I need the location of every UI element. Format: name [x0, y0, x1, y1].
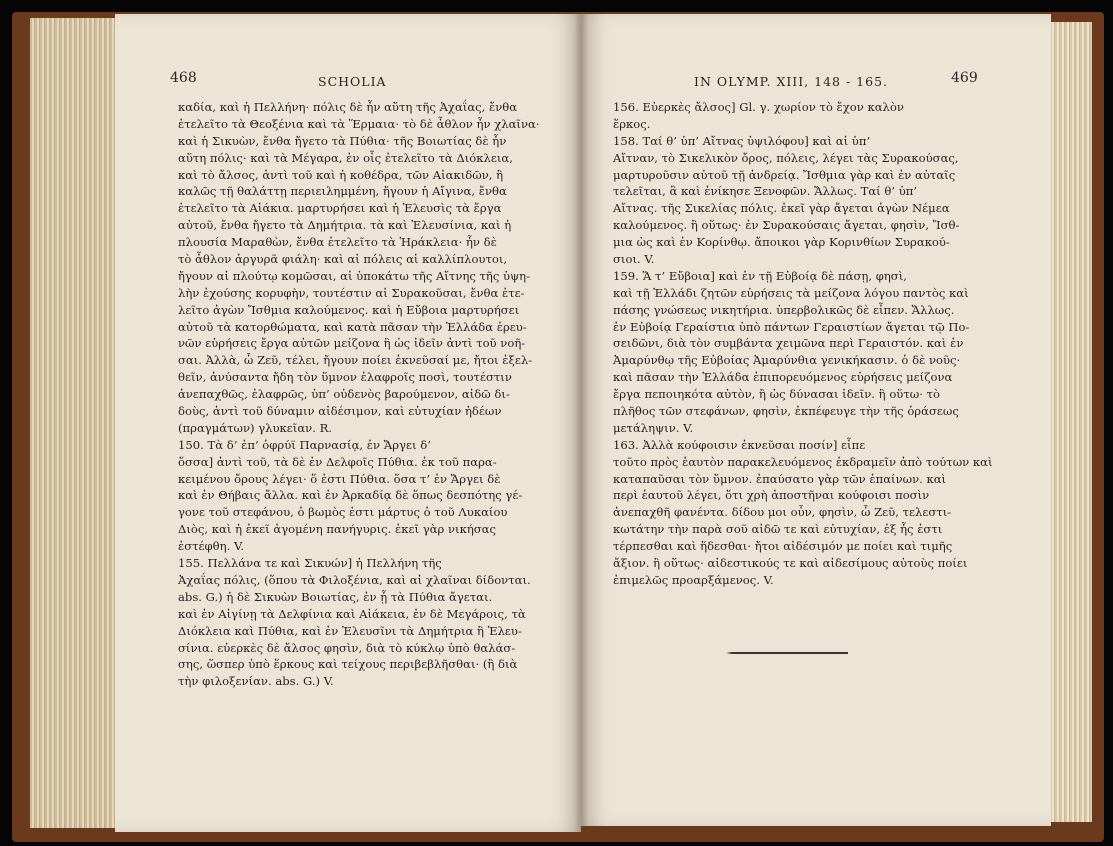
text-line: καὶ ἐν Θήβαις ἄλλα. καὶ ἐν Ἀρκαδίᾳ δὲ ὅπως δεσπότης γέ-	[178, 488, 523, 503]
text-line: 158. Ταί θ’ ὑπ’ Αἴτνας ὑψιλόφου] καὶ αἱ ὑπ’	[613, 133, 871, 148]
text-line: σιοι. V.	[613, 252, 655, 267]
text-line: Ἀχαΐας πόλις, (ὅπου τὰ Φιλοξένια, καὶ αἱ χλαῖναι δίδονται.	[178, 572, 531, 587]
text-line: ἤγουν αἱ πλούτῳ κομῶσαι, αἱ ὑποκάτω τῆς Αἴτνης τῆς ὑψη-	[178, 268, 531, 283]
text-line: καὶ ἐν Αἰγίνῃ τὰ Δελφίνια καὶ Αἰάκεια, ἐν δὲ Μεγάροις, τὰ	[178, 606, 526, 621]
text-line: Διὸς, καὶ ἡ ἐκεῖ ἀγομένη πανήγυρις. ἐκεῖ γὰρ νικήσας	[178, 522, 496, 537]
text-line: (πραγμάτων) γλυκεῖαν. R.	[178, 420, 332, 435]
text-line: τέρπεσθαι καὶ ἥδεσθαι· ἤτοι αἰδέσιμόν με ποίει καὶ τιμῆς	[613, 539, 953, 554]
text-line: λεῖτο ἀγὼν Ἴσθμια καλούμενος. καὶ ἡ Εὔβοια μαρτυρήσει	[178, 302, 520, 317]
text-line: τελεῖται, ἃ καὶ ἐνίκησε Ξενοφῶν. Ἄλλως. Ταί θ’ ὑπ’	[613, 184, 918, 199]
text-line: σης, ὥσπερ ὑπὸ ἕρκους καὶ τείχους περιβεβλῆσθαι· (ἢ διὰ	[178, 657, 518, 672]
text-line: καὶ τὸ ἄλσος, ἀντὶ τοῦ καὶ ἡ κοθέδρα, τῶν Αἰακιδῶν, ἣ	[178, 167, 504, 182]
left-page-text	[178, 99, 568, 690]
text-line: κειμένου ὄρους λέγει· ὅ ἐστι Πύθια. ὅσα τ’ ἐν Ἄργει δὲ	[178, 471, 501, 486]
text-line: λὴν ἐχούσης κορυφὴν, τουτέστιν αἱ Συρακοῦσαι, ἔνθα ἐτε-	[178, 285, 525, 300]
text-line: θεῖν, ἀνύσαντα ἤδη τὸν ὕμνον ἐλαφροῖς ποσὶ, τουτέστιν	[178, 370, 512, 385]
text-line: ἔργα πεποιηκότα αὐτὸν, ἢ ὡς δύνασαι ἰδεῖν. ἢ οὕτω· τὸ	[613, 387, 940, 402]
section-end-rule	[732, 652, 848, 654]
text-line: ἐπιμελῶς προαρξάμενος. V.	[613, 572, 774, 587]
text-line: αὕτη πόλις· καὶ τὰ Μέγαρα, ἐν οἷς ἐτελεῖτο τὰ Διόκλεια,	[178, 150, 513, 165]
text-line: σαι. Ἀλλὰ, ὦ Ζεῦ, τέλει, ἤγουν ποίει ἐκνεῦσαί με, ἤτοι ἐξελ-	[178, 353, 533, 368]
text-line: ὅσσα] ἀντὶ τοῦ, τὰ δὲ ἐν Δελφοῖς Πύθια. ἐκ τοῦ παρα-	[178, 454, 497, 469]
text-line: ἐστέφθη. V.	[178, 539, 245, 554]
text-line: ἐν Εὐβοίᾳ Γεραίστια ὑπὸ πάντων Γεραιστίων ἄγεται τῷ Πο-	[613, 319, 970, 334]
text-line: ἕρκος.	[613, 116, 651, 131]
text-line: ἀνεπαχθῶς, ἐλαφρῶς, ὑπ’ οὐδενὸς βαρούμενον, αἰδῶ δι-	[178, 387, 510, 402]
text-line: γονε τοῦ στεφάνου, ὁ βωμὸς ἐστι μάρτυς ὁ τοῦ Λυκαίου	[178, 505, 508, 520]
text-line: περὶ ἑαυτοῦ λέγει, ὅτι χρὴ ἀποστῆναι κούφοισι ποσὶν	[613, 488, 930, 503]
right-page-text	[613, 99, 1013, 589]
book-gutter	[574, 14, 588, 832]
text-line: καὶ πᾶσαν τὴν Ἑλλάδα ἐπιπορευόμενος εὑρήσεις μείζονα	[613, 370, 953, 385]
text-line: πλουσία Μαραθὼν, ἔνθα ἐτελεῖτο τὰ Ἡράκλεια· ἦν δὲ	[178, 235, 497, 250]
text-line: καὶ ἡ Σικυὼν, ἔνθα ἤγετο τὰ Πύθια· τῆς Βοιωτίας δὲ ἦν	[178, 133, 507, 148]
text-line: καταπαῦσαι τὸν ὕμνον. ἐπαύσατο γὰρ τῶν ἐπαίνων. καὶ	[613, 471, 947, 486]
text-line: τὸ ἆθλον ἀργυρᾶ φιάλη· καὶ αἱ πόλεις αἱ καλλίπλουτοι,	[178, 252, 508, 267]
text-line: τοῦτο πρὸς ἑαυτὸν παρακελευόμενος ἐκδραμεῖν ἀπὸ τούτων καὶ	[613, 454, 993, 469]
text-line: abs. G.) ἡ δὲ Σικυὼν Βοιωτίας, ἐν ᾗ τὰ Πύθια ἄγεται.	[178, 589, 493, 604]
text-line: Αἴτναν, τὸ Σικελικὸν ὄρος, πόλεις, λέγει τὰς Συρακούσας,	[613, 150, 959, 165]
right-running-head: IN OLYMP. XIII, 148 - 165.	[694, 74, 888, 89]
text-line: Ἀμαρύνθῳ τῆς Εὐβοίας Ἀμαρύνθια γενικήκασιν. ὁ δὲ νοῦς·	[613, 353, 961, 368]
text-line: 156. Εὐερκὲς ἄλσος] Gl. γ. χωρίον τὸ ἔχον καλὸν	[613, 100, 904, 114]
text-line: 159. Ἅ τ’ Εὔβοια] καὶ ἐν τῇ Εὐβοίᾳ δὲ πάσῃ, φησὶ,	[613, 268, 907, 283]
text-line: πάσης γνώσεως νικητήρια. ὑπερβολικῶς δὲ εἶπεν. Ἄλλως.	[613, 302, 955, 317]
text-line: αὐτοῦ, ἔνθα ἤγετο τὰ Δημήτρια. τὰ καὶ Ἐλευσίνια, καὶ ἡ	[178, 218, 512, 233]
text-line: δοὺς, ἀντὶ τοῦ δύναμιν αἰδέσιμον, καὶ εὐτυχίαν ἡδέων	[178, 404, 502, 419]
text-line: αὐτοῦ τὰ κατορθώματα, καὶ κατὰ πᾶσαν τὴν Ἑλλάδα ἐρευ-	[178, 319, 527, 334]
left-page-number: 468	[170, 70, 197, 86]
text-line: μαρτυροῦσιν αὐτοῦ τῇ ἀνδρείᾳ. Ἴσθμια γὰρ καὶ ἐν αὐταῖς	[613, 167, 956, 182]
text-line: τὴν φιλοξενίαν. abs. G.) V.	[178, 674, 334, 689]
text-line: 163. Ἀλλὰ κούφοισιν ἐκνεῦσαι ποσίν] εἶπε	[613, 437, 866, 452]
text-line: σίνια. εὐερκὲς δὲ ἄλσος φησὶν, διὰ τὸ κύκλῳ ὑπὸ θαλάσ-	[178, 640, 516, 655]
text-line: νῶν εὑρήσεις ἔργα αὐτῶν μείζονα ἢ ὡς ἰδεῖν ἀντὶ τοῦ νοῆ-	[178, 336, 526, 351]
text-line: σειδῶνι, διὰ τὸν συμβάντα χειμῶνα περὶ Γεραιστόν. καὶ ἐν	[613, 336, 964, 351]
text-line: μια ὡς καὶ ἐν Κορίνθῳ. ἄποικοι γὰρ Κορινθίων Συρακού-	[613, 235, 950, 250]
text-line: κωτάτην τὴν παρὰ σοῦ αἰδῶ τε καὶ εὐτυχίαν, ἐξ ἧς ἐστι	[613, 522, 943, 537]
text-line: Διόκλεια καὶ Πύθια, καὶ ἐν Ἐλευσῖνι τὰ Δημήτρια ἢ Ἐλευ-	[178, 623, 522, 638]
text-line: Αἴτνας. τῆς Σικελίας πόλις. ἐκεῖ γὰρ ἄγεται ἀγὼν Νέμεα	[613, 201, 950, 216]
text-line: ἀνεπαχθῆ φανέντα. δίδου μοι οὖν, φησὶν, ὦ Ζεῦ, τελεστι-	[613, 505, 952, 520]
text-line: ἐτελεῖτο τὰ Αἰάκια. μαρτυρήσει καὶ ἡ Ἐλευσὶς τὰ ἔργα	[178, 201, 502, 216]
left-running-head: SCHOLIA	[318, 74, 387, 89]
right-page-number: 469	[951, 70, 978, 86]
text-line: ἐτελεῖτο τὰ Θεοξένια καὶ τὰ Ἕρμαια· τὸ δὲ ἆθλον ἦν χλαῖνα·	[178, 116, 540, 131]
text-line: καὶ τῇ Ἑλλάδι ζητῶν εὑρήσεις τὰ μείζονα λόγου παντὸς καὶ	[613, 285, 969, 300]
text-line: 155. Πελλάνα τε καὶ Σικυών] ἡ Πελλήνη τῆς	[178, 556, 442, 571]
text-line: καλούμενος. ἢ οὕτως· ἐν Συρακούσαις ἄγεται, φησὶν, Ἴσθ-	[613, 218, 960, 233]
text-line: 150. Τὰ δ’ ἐπ’ ὀφρύϊ Παρνασίᾳ, ἐν Ἄργει δ’	[178, 437, 431, 452]
text-line: καδία, καὶ ἡ Πελλήνη· πόλις δὲ ἦν αὕτη τῆς Ἀχαΐας, ἔνθα	[178, 100, 518, 114]
text-line: πλῆθος τῶν στεφάνων, φησὶν, ἐκπέφευγε τὴν τῆς ὁράσεως	[613, 404, 959, 419]
text-line: καλῶς τῇ θαλάττῃ περιειλημμένη, ἤγουν ἡ Αἴγινα, ἔνθα	[178, 184, 507, 199]
text-line: μετάληψιν. V.	[613, 420, 694, 435]
text-line: ἄξιον. ἢ οὕτως· αἰδεστικούς τε καὶ αἰδεσίμους αὐτοὺς ποίει	[613, 556, 968, 571]
left-page-edges	[30, 18, 122, 828]
